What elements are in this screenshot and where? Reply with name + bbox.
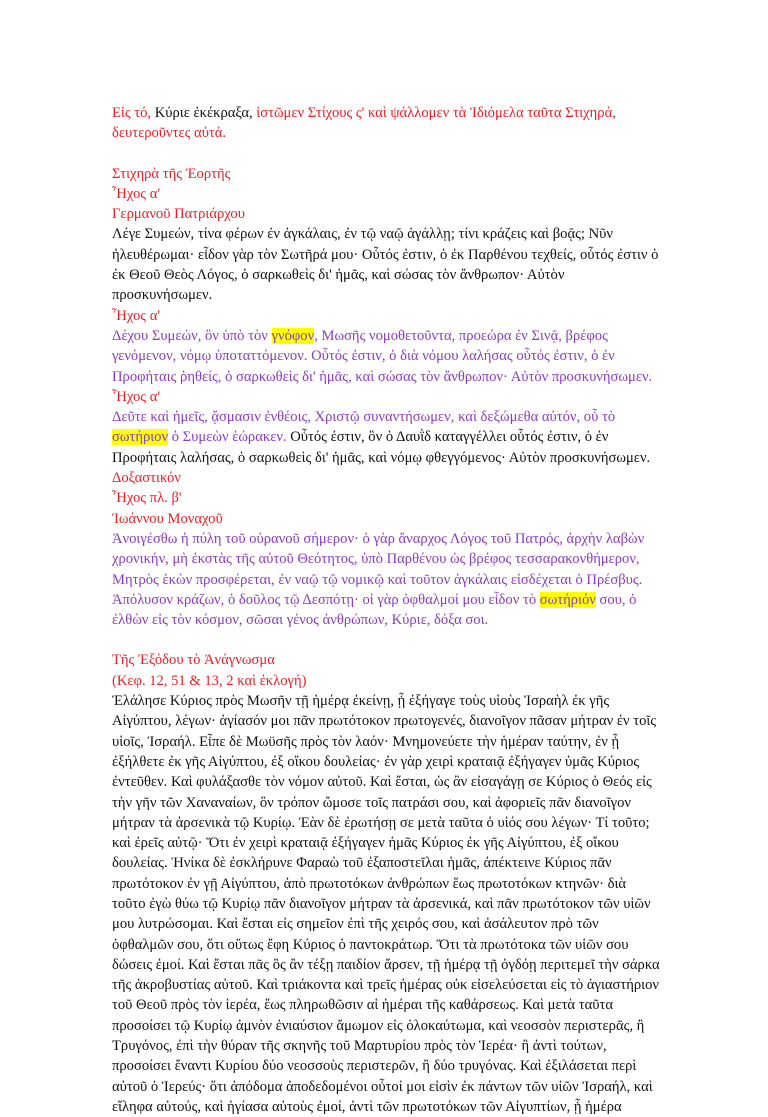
hymn2-line: γενόμενον, νόμῳ ὑποταττόμενον. Οὗτός ἐστιν, ὁ διὰ νόμου λαλήσας οὗτός ἐστιν, ὁ ἐν: [112, 348, 615, 365]
reading-line: πρωτότοκον ἐν γῇ Αἰγύπτου, ἀπὸ πρωτοτόκων ἀνθρώπων ἕως πρωτοτόκων κτηνῶν· διὰ: [112, 875, 627, 892]
hymn3-text: Οὗτός ἐστιν, ὃν ὁ Δαυῒδ καταγγέλλει οὗτός ἐστιν, ὁ ἐν: [286, 429, 609, 446]
hymn4-line: ἐλθὼν εἰς τὸν κόσμον, σῶσαι γένος ἀνθρώπων, Κύριε, δόξα σοι.: [112, 612, 489, 629]
reading-line: αὐτοῦ ὁ Ἱερεύς· ὅτι ἀπόδομα ἀποδεδομένοι οὗτοί μοι εἰσὶν ἐκ πάντων τῶν υἱῶν Ἰσραήλ, καὶ: [112, 1078, 653, 1095]
hymn1-line: ἐκ Θεοῦ Θεὸς Λόγος, ὁ σαρκωθεὶς δι' ἡμᾶς, καὶ σώσας τὸν ἄνθρωπον· Αὐτὸν: [112, 267, 565, 284]
hymn3-line: [112, 427, 660, 447]
highlighted-word: σωτήριόν: [539, 591, 596, 608]
highlighted-word: γνόφον: [271, 327, 315, 344]
reading-line: ὀφθαλμῶν σου, ὅτι οὕτως ἔφη Κύριος ὁ παντοκράτωρ. Ὅτι τὰ πρωτότοκα τῶν υἱῶν σου: [112, 936, 629, 953]
tone-4: Ἦχος πλ. β': [112, 490, 182, 507]
reading-line: Τρυγόνος, ἐπὶ τὴν θύραν τῆς σκηνῆς τοῦ Μαρτυρίου πρὸς τὸν Ἱερέα· ἢ ἀντὶ τούτων,: [112, 1038, 607, 1055]
reading-title: Τῆς Ἐξόδου τὸ Ἀνάγνωσμα: [112, 652, 275, 669]
reading-line: δουλείας. Ἡνίκα δὲ ἐσκλήρυνε Φαραὼ τοῦ ἐξαποστεῖλαι ἡμᾶς, ἀπέκτεινε Κύριος πᾶν: [112, 855, 612, 872]
hymn3-text: ὁ Συμεὼν ἑώρακεν.: [168, 429, 287, 446]
reading-line: εἴληφα αὐτούς, καὶ ἡγίασα αὐτοὺς ἐμοί, ἀντὶ τῶν πρωτοτόκων τῶν Αἰγυπτίων, ᾗ ἡμέρα: [112, 1098, 622, 1115]
intro-part-1: Εἰς τό,: [112, 105, 155, 121]
reading-line: υἱοῖς, Ἰσραήλ. Εἶπε δὲ Μωϋσῆς πρὸς τὸν λαόν· Μνημονεύετε τὴν ἡμέραν ταύτην, ἐν ᾗ: [112, 733, 620, 750]
tone-3: Ἦχος α': [112, 388, 160, 405]
hymn3-line: Προφήταις λαλήσας, ὁ σαρκωθεὶς δι' ἡμᾶς, καὶ νόμῳ φθεγγόμενος· Αὐτὸν προσκυνήσωμεν.: [112, 449, 651, 466]
reading-line: τὴν γῆν τῶν Χαναναίων, ὃν τρόπον ὤμοσε τοῖς πατράσι σου, καὶ ἀφοριεῖς πᾶν διανοῖγον: [112, 794, 631, 811]
stichera-title: Στιχηρὰ τῆς Ἑορτῆς: [112, 165, 231, 182]
hymn4-line: Ἀνοιγέσθω ἡ πύλη τοῦ οὐρανοῦ σήμερον· ὁ γὰρ ἄναρχος Λόγος τοῦ Πατρός, ἀρχὴν λαβὼν: [112, 530, 645, 547]
tone-1: Ἦχος α': [112, 185, 160, 202]
doxastikon-label: Δοξαστικόν: [112, 470, 181, 487]
highlighted-word: σωτήριον: [112, 429, 169, 446]
intro-part-2: Κύριε ἐκέκραξα,: [154, 105, 257, 121]
intro-line-2: δευτεροῦντες αὐτά.: [112, 125, 227, 142]
hymn4-line: [112, 590, 660, 610]
reading-line: Ἐλάλησε Κύριος πρὸς Μωσῆν τῇ ἡμέρᾳ ἐκείνῃ, ᾗ ἐξήγαγε τοὺς υἱοὺς Ἰσραὴλ ἐκ γῆς: [112, 693, 610, 710]
intro-line-1: [112, 103, 660, 123]
hymn2-line: Προφήταις ῥηθείς, ὁ σαρκωθεὶς δι' ἡμᾶς, καὶ σώσας τὸν ἄνθρωπον· Αὐτὸν προσκυνήσωμεν.: [112, 368, 653, 385]
reading-line: τῆς ἀκροβυστίας αὐτοῦ. Καὶ τριάκοντα καὶ τρεῖς ἡμέρας οὐκ εἰσελεύσεται εἰς τὸ ἁγιαστήριον: [112, 977, 659, 994]
hymn4-line: Μητρὸς ἑκὼν προσφέρεται, ἐν ναῷ τῷ νομικῷ καὶ τοῦτον ἀγκάλαις εἰσδέχεται ὁ Πρέσβυς.: [112, 571, 643, 588]
reading-line: μήτραν τὰ ἀρσενικὰ τῷ Κυρίῳ. Ἐὰν δὲ ἐρωτήσῃ σε μετὰ ταῦτα ὁ υἱός σου λέγων· Τί τοῦτο;: [112, 814, 650, 831]
spacer: [112, 144, 660, 164]
reading-line: προσοίσει τῷ Κυρίῳ ἀμνὸν ἐνιαύσιον ἄμωμον εἰς ὁλοκαύτωμα, καὶ νεοσσὸν περιστερᾶς, ἢ: [112, 1017, 645, 1034]
tone-2: Ἦχος α': [112, 307, 160, 324]
reading-line: καὶ ἐρεῖς αὐτῷ· Ὅτι ἐν χειρὶ κραταιᾷ ἐξήγαγεν ἡμᾶς Κύριος ἐκ γῆς Αἰγύπτου, ἐξ οἴκου: [112, 835, 619, 852]
hymn1-line: Λέγε Συμεών, τίνα φέρων ἐν ἀγκάλαις, ἐν τῷ ναῷ ἀγάλλῃ; τίνι κράζεις καὶ βοᾷς; Νῦν: [112, 226, 613, 243]
hymn2-text: Δέχου Συμεών, ὃν ὑπὸ τὸν: [112, 327, 272, 344]
intro-part-3: ἱστῶμεν Στίχους ς' καὶ ψάλλομεν τὰ Ἰδιόμελα ταῦτα Στιχηρά,: [256, 105, 616, 121]
reading-line: μου λυτρώσομαι. Καὶ ἔσται εἰς σημεῖον ἐπὶ τῆς χειρός σου, καὶ ἀσάλευτον πρὸ τῶν: [112, 916, 599, 933]
reading-line: δώσεις ἐμοί. Καὶ ἔσται πᾶς ὃς ἂν τέξῃ παιδίον ἄρσεν, τῇ ἡμέρᾳ τῇ ὀγδόῃ περιτεμεῖ τὴν σάρκα: [112, 956, 660, 973]
hymn3-line: Δεῦτε καὶ ἡμεῖς, ᾄσμασιν ἐνθέοις, Χριστῷ συναντήσωμεν, καὶ δεξώμεθα αὐτόν, οὗ τὸ: [112, 409, 616, 426]
hymn4-line: χρονικήν, μὴ ἐκστὰς τῆς αὐτοῦ Θεότητος, ὑπὸ Παρθένου ὡς βρέφος τεσσαρακονθήμερον,: [112, 551, 640, 568]
document-page: [112, 103, 660, 1117]
reading-line: τοῦ Θεοῦ πρὸς τὸν ἱερέα, ἕως πληρωθῶσιν αἱ ἡμέραι τῆς καθάρσεως. Καὶ μετὰ ταῦτα: [112, 997, 613, 1014]
spacer: [112, 630, 660, 650]
reading-body: [112, 691, 660, 1117]
hymn2-text: , Μωσῆς νομοθετοῦντα, προεώρα ἐν Σινᾷ, βρέφος: [314, 327, 608, 344]
reading-line: τοῦτο ἐγὼ θύω τῷ Κυρίῳ πᾶν διανοῖγον μήτραν τὰ ἀρσενικά, καὶ πᾶν πρωτότοκον τῶν υἱῶν: [112, 895, 651, 912]
author-1: Γερμανοῦ Πατριάρχου: [112, 206, 245, 223]
reading-line: ἐντεῦθεν. Καὶ φυλάξασθε τὸν νόμον αὐτοῦ. Καὶ ἔσται, ὡς ἂν εἰσαγάγῃ σε Κύριος ὁ Θεός εἰς: [112, 774, 652, 791]
reading-line: ἐξήλθετε ἐκ γῆς Αἰγύπτου, ἐξ οἴκου δουλείας· ἐν γὰρ χειρὶ κραταιᾷ ἐξήγαγεν ὑμᾶς Κύριος: [112, 753, 640, 770]
hymn4-text: Ἀπόλυσον κράζων, ὁ δοῦλος τῷ Δεσπότῃ· οἱ γὰρ ὀφθαλμοί μου εἶδον τὸ: [112, 591, 540, 608]
hymn1-line: προσκυνήσωμεν.: [112, 287, 213, 304]
reading-line: προσοίσει ἔναντι Κυρίου δύο νεοσσοὺς περιστερῶν, ἢ δύο τρυγόνας. Καὶ ἐξιλάσεται περὶ: [112, 1058, 637, 1075]
reading-reference: (Κεφ. 12, 51 & 13, 2 καὶ ἐκλογή): [112, 672, 307, 689]
hymn4-text: σου, ὁ: [595, 591, 637, 608]
hymn2-line: [112, 326, 660, 346]
reading-line: Αἰγύπτου, λέγων· ἁγίασόν μοι πᾶν πρωτότοκον πρωτογενές, διανοῖγον πᾶσαν μήτραν ἐν τοῖς: [112, 713, 657, 730]
hymn1-line: ἠλευθέρωμαι· εἶδον γὰρ τὸν Σωτῆρά μου· Οὗτός ἐστιν, ὁ ἐκ Παρθένου τεχθείς, οὗτός ἐστιν ὁ: [112, 246, 659, 263]
author-2: Ἰωάννου Μοναχοῦ: [112, 510, 223, 527]
